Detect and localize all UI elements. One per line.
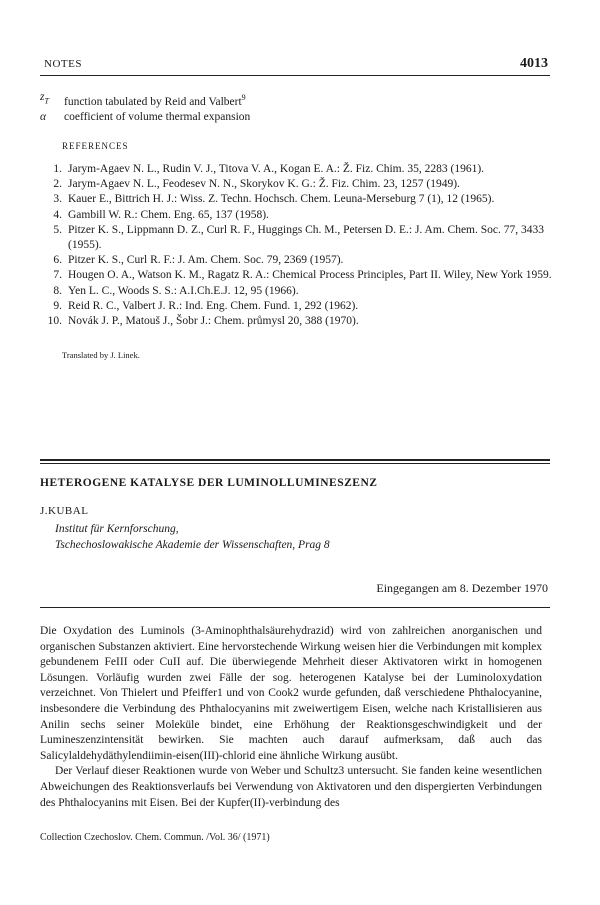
reference-item: 9. Reid R. C., Valbert J. R.: Ind. Eng. Chem. Fund. 1, 292 (1962).: [53, 299, 359, 312]
section-divider: [40, 607, 550, 608]
reference-item: 3. Kauer E., Bittrich H. J.: Wiss. Z. Techn. Hochsch. Chem. Leuna-Merseburg 7 (1), 12 (1965).: [53, 193, 495, 206]
reference-list: [34, 162, 554, 329]
symbol-description: function tabulated by Reid and Valbert$^9$: [64, 93, 246, 108]
body-paragraph: Der Verlauf dieser Reaktionen wurde von Weber und Schultz3 untersucht. Sie fanden keine wesentlichen Abweichungen des Reaktionsverlaufs bei Verwendung von Aktivatoren und den dispergierten Verbindungen des Phthalocyanins mit Eisen. Bei der Kupfer(II)-verbindung des: [40, 765, 542, 809]
symbol-description: coefficient of volume thermal expansion: [64, 110, 251, 123]
reference-item: 10. Novák J. P., Matouš J., Šobr J.: Chem. průmysl 20, 388 (1970).: [47, 315, 359, 328]
running-head: NOTES: [44, 58, 82, 70]
reference-item: 1. Jarym-Agaev N. L., Rudin V. J., Titova V. A., Kogan E. A.: Ž. Fiz. Chim. 35, 2283 (1961).: [53, 163, 485, 175]
page-number: 4013: [520, 56, 548, 71]
article-title: HETEROGENE KATALYSE DER LUMINOLLUMINESZENZ: [40, 477, 378, 489]
article-body: [40, 624, 542, 811]
header-rule: [40, 75, 550, 76]
symbol-row: [40, 110, 560, 125]
symbol-key: α: [40, 110, 47, 123]
reference-item: 7. Hougen O. A., Watson K. M., Ragatz R. A.: Chemical Process Principles, Part II. Wiley, New York 1959.: [53, 269, 552, 282]
author-affiliation: Institut für Kernforschung, Tschechoslowakische Akademie der Wissenschaften, Prag 8: [55, 523, 330, 551]
reference-item: 2. Jarym-Agaev N. L., Feodesev N. N., Skorykov K. G.: Ž. Fiz. Chim. 23, 1257 (1949).: [53, 178, 460, 191]
symbol-row: [40, 90, 560, 110]
body-paragraph: Die Oxydation des Luminols (3-Aminophthalsäurehydrazid) wird von zahlreichen anorganischen und organischen Substanzen aktiviert. Eine hervorstechende Wirkung weisen hier die Verbindungen mit komplex gebundenem FeIII oder CuII auf. Die überwiegende Mehrheit dieser Aktivatoren wirkt in homogenen Lösungen. Vorläufig wurden zwei Fälle der sog. heterogenen Katalyse bei der Luminoloxydation verzeichnet. Von Thielert und Pfeiffer1 und von Cook2 wurde gefunden, daß verschiedene Phthalocyanine, insbesondere die Verbindung des Phthalocyanins mit zweiwertigem Eisen, welche nach Kristallisieren aus Anilin sechs seiner Moleküle bindet, eine Erhöhung der Reaktionsgeschwindigkeit und der Lumineszenzintensität bewirken. Sie machten auch darauf aufmerksam, daß auch das Salicylaldehydäthylendiimin-eisen(III)-chlorid eine ähnliche Wirkung ausübt.: [40, 625, 542, 762]
section-divider: [40, 459, 550, 461]
page-header: [44, 56, 548, 72]
translator-credit: Translated by J. Linek.: [62, 350, 140, 360]
journal-footer: Collection Czechoslov. Chem. Commun. /Vol. 36/ (1971): [40, 832, 270, 843]
reference-item: 4. Gambill W. R.: Chem. Eng. 65, 137 (1958).: [53, 208, 269, 221]
references-heading: REFERENCES: [62, 141, 129, 151]
reference-item: 6. Pitzer K. S., Curl R. F.: J. Am. Chem. Soc. 79, 2369 (1957).: [53, 254, 344, 267]
reference-item: 8. Yen L. C., Woods S. S.: A.I.Ch.E.J. 12, 95 (1966).: [53, 284, 299, 297]
article-author: J.KUBAL: [40, 505, 89, 517]
symbol-list: [40, 90, 560, 125]
reference-item: 5. Pitzer K. S., Lippmann D. Z., Curl R. F., Huggings Ch. M., Petersen D. E.: J. Am. Chem. Soc. 77, 3433 (1955).: [53, 223, 545, 252]
symbol-key: $z_T$: [40, 91, 49, 106]
section-divider: [40, 463, 550, 464]
received-date: Eingegangen am 8. Dezember 1970: [376, 581, 548, 595]
